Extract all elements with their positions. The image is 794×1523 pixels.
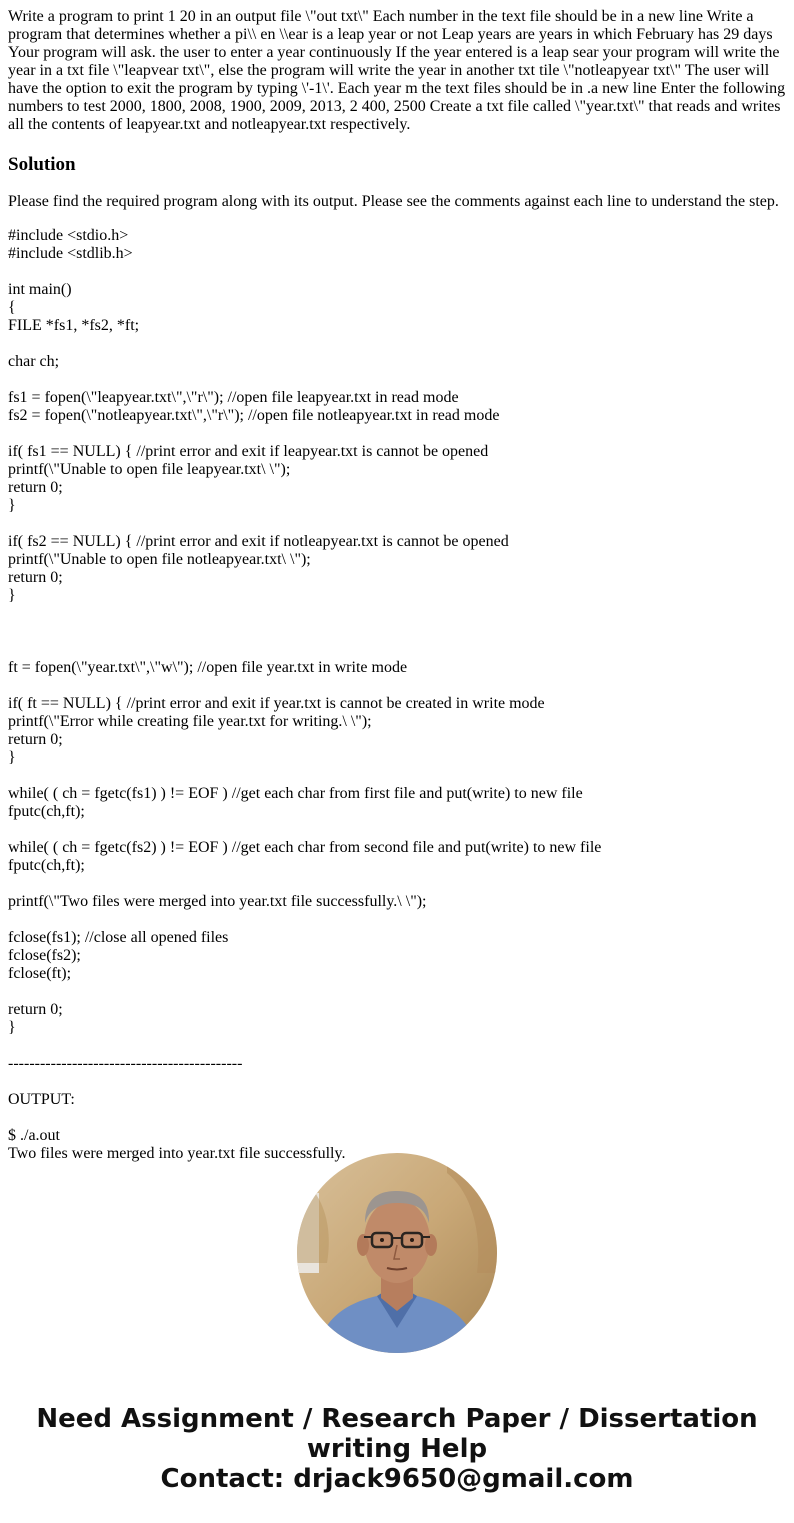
person-portrait-icon: [297, 1153, 497, 1353]
solution-intro: Please find the required program along with its output. Please see the comments against each line to understand the step.: [8, 193, 779, 210]
document-content: [8, 0, 790, 1162]
footer-line-1: Need Assignment / Research Paper / Dissertation: [36, 1404, 758, 1434]
footer-contact-email: Contact: drjack9650@gmail.com: [160, 1464, 634, 1494]
contact-text: [0, 1404, 794, 1494]
question-text: Write a program to print 1 20 in an output file \"out txt\" Each number in the text file should be in a new line Write a program that determines whether a pi\\ en \\ear is a leap year or not Leap years are years in which February has 29 days Your program will ask. the user to enter a year continuously If the year entered is a leap sear your program will write the year in a txt file \"leapvear txt\", else the program will write the year in another txt tile \"notleapyear txt\" The user will have the option to exit the program by typing \'-1\'. Each year m the text files should be in .a new line Enter the following numbers to test 2000, 1800, 2008, 1900, 2009, 2013, 2 400, 2500 Create a txt file called \"year.txt\" that reads and writes all the contents of leapyear.txt and notleapyear.txt respectively.: [8, 8, 786, 133]
footer-line-2: writing Help: [306, 1434, 488, 1464]
contact-footer: [0, 1123, 794, 1523]
solution-heading: Solution: [8, 154, 76, 175]
code-block: #include <stdio.h> #include <stdlib.h> int main() { FILE *fs1, *fs2, *ft; char ch; fs1 = fopen(\"leapyear.txt\",\"r\"); //open file leapyear.txt in read mode fs2 = fopen(\"notleapyear.txt\",\"r\"); //open file notleapyear.txt in read mode if( fs1 == NULL) { //print error and exit if leapyear.txt is cannot be opened printf(\"Unable to open file leapyear.txt\ \"); return 0; } if( fs2 == NULL) { //print error and exit if notleapyear.txt is cannot be opened printf(\"Unable to open file notleapyear.txt\ \"); return 0; } ft = fopen(\"year.txt\",\"w\"); //open file year.txt in write mode if( ft == NULL) { //print error and exit if year.txt is cannot be created in write mode printf(\"Error while creating file year.txt for writing.\ \"); return 0; } while( ( ch = fgetc(fs1) ) != EOF ) //get each char from first file and put(write) to new file fputc(ch,ft); while( ( ch = fgetc(fs2) ) != EOF ) //get each char from second file and put(write) to new file fputc(ch,ft); printf(\"Two files were merged into year.txt file successfully.\ \"); fclose(fs1); //close all opened files fclose(fs2); fclose(ft); return 0; } -------------------------------------------- OUTPUT: $ ./a.out Two files were merged into year.txt file successfully.: [8, 227, 602, 1162]
author-photo: [297, 1153, 497, 1353]
